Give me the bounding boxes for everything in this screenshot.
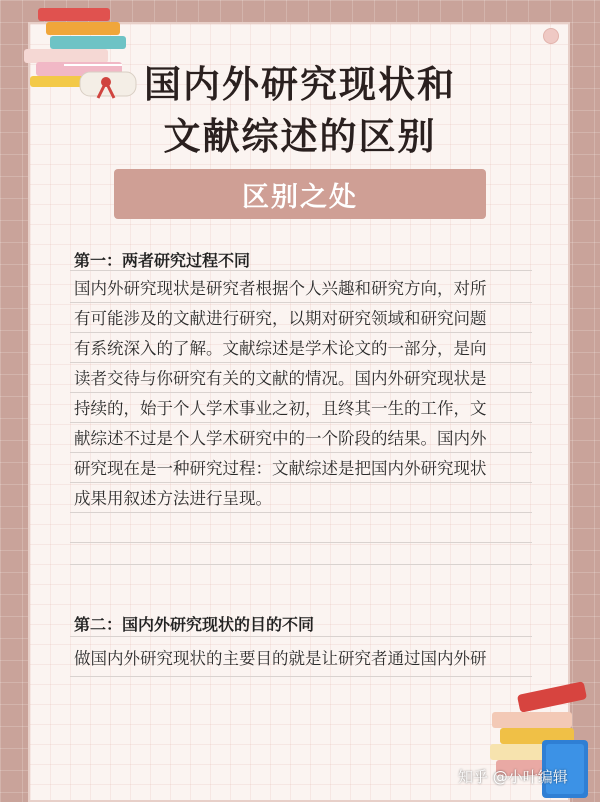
watermark: 知乎 @小叶编辑: [458, 768, 568, 786]
section-1-heading: 第一：两者研究过程不同: [74, 251, 251, 270]
divider: [70, 452, 532, 453]
divider: [70, 392, 532, 393]
section-2-heading: 第二：国内外研究现状的目的不同: [74, 615, 315, 634]
pin-dot: [543, 28, 559, 44]
divider: [70, 332, 532, 333]
divider: [70, 564, 532, 565]
divider: [70, 636, 532, 637]
page-title-line-1: 国内外研究现状和: [144, 63, 456, 106]
page-title-line-2: 文献综述的区别: [163, 115, 437, 158]
body-line: 做国内外研究现状的主要目的就是让研究者通过国内外研: [74, 649, 487, 668]
section-banner: 区别之处: [114, 169, 486, 219]
divider: [70, 302, 532, 303]
section-2-body: [74, 644, 534, 674]
body-line: 有系统深入的了解。文献综述是学术论文的一部分，是向: [74, 339, 487, 358]
body-line: 有可能涉及的文献进行研究，以期对研究领域和研究问题: [74, 309, 487, 328]
body-line: 献综述不过是个人学术研究中的一个阶段的结果。国内外: [74, 429, 487, 448]
body-line: 国内外研究现状是研究者根据个人兴趣和研究方向，对所: [74, 279, 487, 298]
body-line: 成果用叙述方法进行呈现。: [74, 489, 272, 508]
divider: [70, 422, 532, 423]
divider: [70, 362, 532, 363]
section-1-body: [74, 274, 534, 514]
body-line: 研究现在是一种研究过程：文献综述是把国内外研究现状: [74, 459, 487, 478]
divider: [70, 676, 532, 677]
divider: [70, 270, 532, 271]
divider: [70, 482, 532, 483]
body-line: 持续的，始于个人学术事业之初，且终其一生的工作，文: [74, 399, 487, 418]
divider: [70, 512, 532, 513]
body-line: 读者交待与你研究有关的文献的情况。国内外研究现状是: [74, 369, 487, 388]
divider: [70, 542, 532, 543]
